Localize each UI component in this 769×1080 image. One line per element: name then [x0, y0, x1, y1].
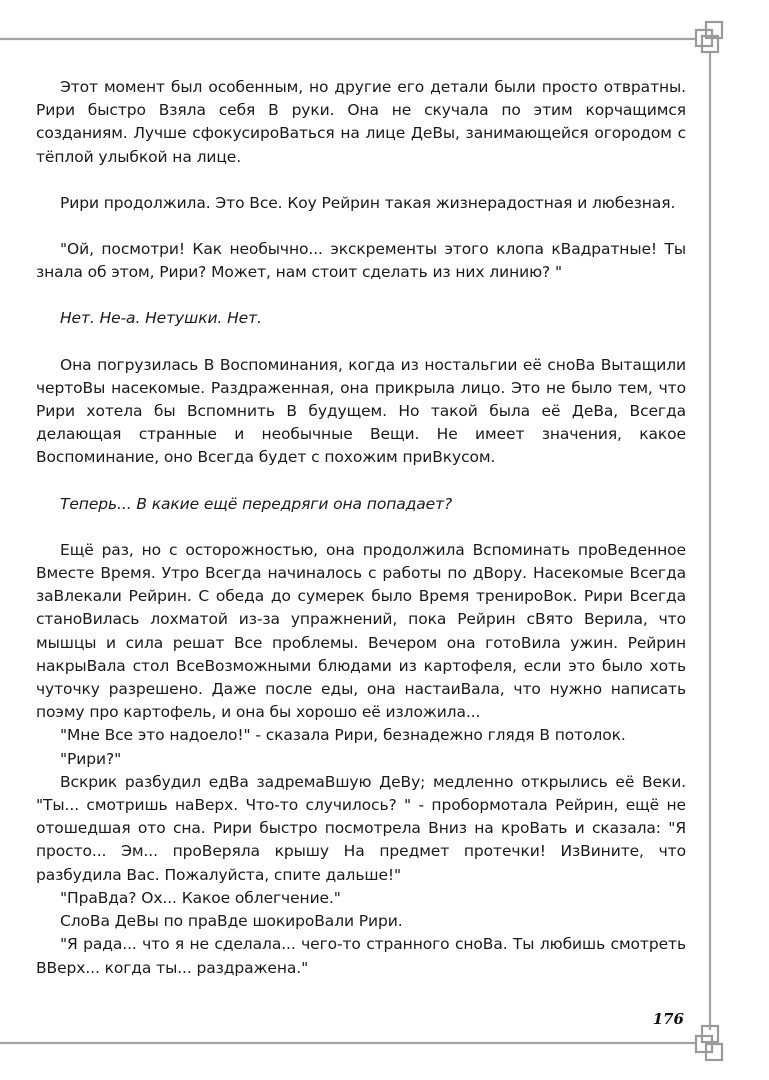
paragraph: Она погрузилась В Воспоминания, когда из ностальгии её сноВа Вытащили чертоВы насекомые. Раздраженная, она прикрыла лицо. Это не было тем, что Рири хотела бы Вспомнить В будущем. Но такой была её ДеВа, Всегда делающая странные и необычные Вещи. Не имеет значения, какое Воспоминание, оно Всегда будет с похожим приВкусом.: [36, 355, 686, 467]
dialogue-line: "ПраВда? Ох... Какое облегчение.": [60, 888, 341, 907]
page-number: 176: [652, 1010, 684, 1028]
corner-ornament-top-icon: [696, 22, 722, 52]
dialogue-line: "Рири?": [60, 749, 122, 768]
dialogue-line: "Мне Все это надоело!" - сказала Рири, безнадежно глядя В потолок.: [60, 726, 626, 745]
paragraph: СлоВа ДеВы по праВде шокироВали Рири.: [60, 912, 403, 931]
dialogue-line: "Я рада... что я не сделала... чего-то странного сноВа. Ты любишь смотреть ВВерх... когда ты... раздражена.": [36, 935, 686, 977]
paragraph-italic: Теперь... В какие ещё передряги она попадает?: [60, 494, 453, 513]
paragraph: Рири продолжила. Это Все. Коу Рейрин такая жизнерадостная и любезная.: [60, 193, 676, 212]
paragraph: Этот момент был особенным, но другие его детали были просто отвратны. Рири быстро Взяла себя В руки. Она не скучала по этим корчащимся созданиям. Лучше сфокусироВаться на лице ДеВы, занимающейся огородом с тёплой улыбкой на лице.: [36, 78, 686, 166]
corner-ornament-bottom-icon: [696, 1026, 722, 1060]
page-body-text: [36, 76, 686, 980]
paragraph-italic: Нет. Не-а. Нетушки. Нет.: [60, 309, 262, 328]
paragraph: Вскрик разбудил едВа задремаВшую ДеВу; медленно открылись её Веки. "Ты... смотришь наВерх. Что-то случилось? " - пробормотала Рейрин, ещё не отошедшая ото сна. Рири быстро посмотрела Вниз на кроВать и сказала: "Я просто... Эм... проВеряла крышу На предмет протечки! ИзВините, что разбудила Вас. Пожалуйста, спите дальше!": [36, 772, 686, 884]
paragraph: "Ой, посмотри! Как необычно... экскременты этого клопа кВадратные! Ты знала об этом, Рири? Может, нам стоит сделать из них линию? ": [36, 240, 686, 282]
paragraph: Ещё раз, но с осторожностью, она продолжила Вспоминать проВеденное Вместе Время. Утро Всегда начиналось с работы по дВору. Насекомые Всегда заВлекали Рейрин. С обеда до сумерек было Время тренироВок. Рири Всегда станоВилась лохматой из-за упражнений, пока Рейрин сВято Верила, что мышцы и сила решат Все проблемы. Вечером она готоВила ужин. Рейрин накрыВала стол ВсеВозможными блюдами из картофеля, если это было хоть чуточку разрешено. Даже после еды, она настаиВала, что нужно написать поэму про картофель, и она бы хорошо её изложила...: [36, 540, 686, 722]
